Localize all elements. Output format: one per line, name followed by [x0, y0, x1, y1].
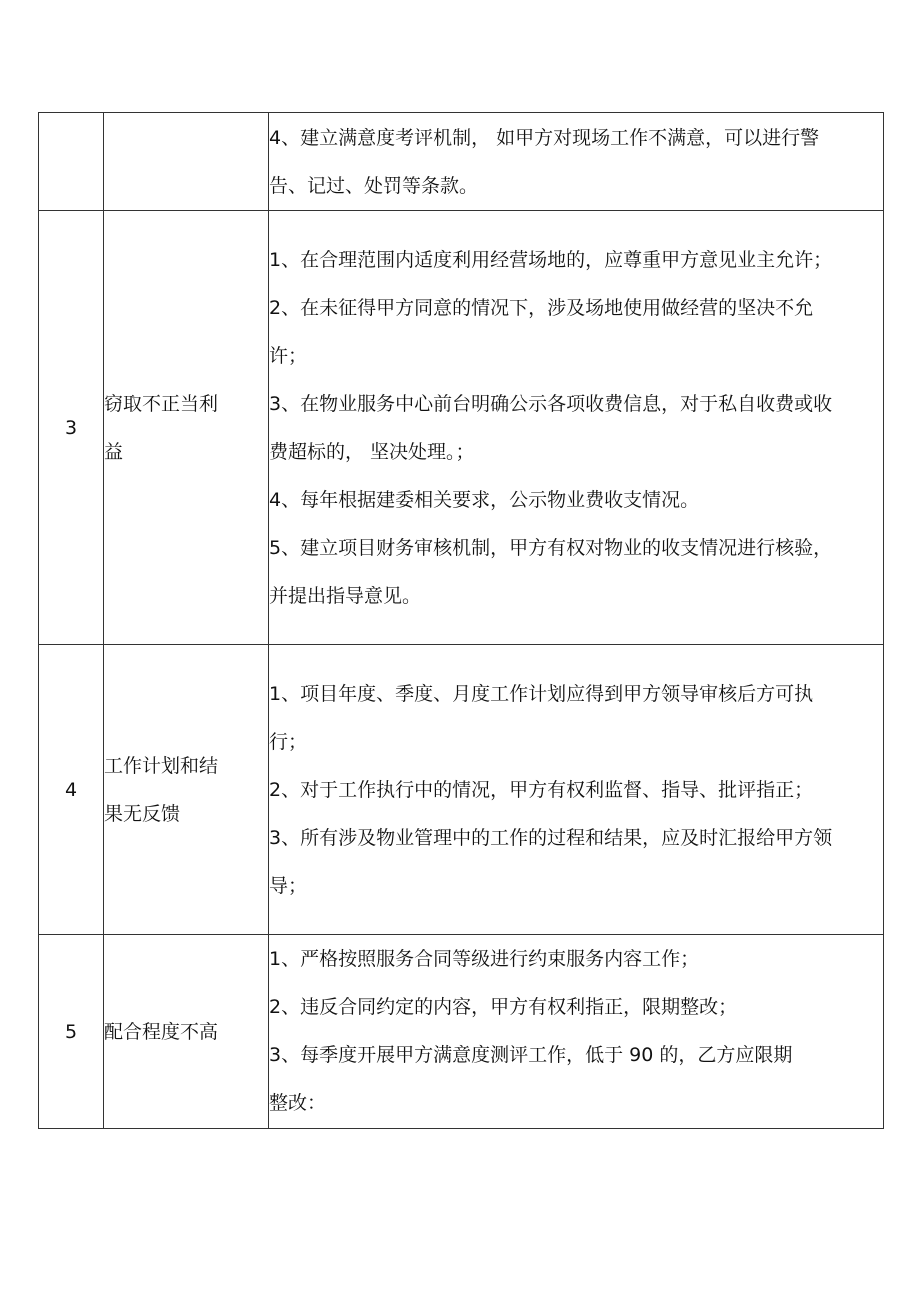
- detail-line: 行；: [269, 730, 308, 753]
- detail-line: 1、严格按照服务合同等级进行约束服务内容工作；: [269, 948, 700, 970]
- row-category: [104, 935, 269, 1129]
- detail-line: 3、每季度开展甲方满意度测评工作，低于 90 的，乙方应限期: [269, 1044, 793, 1066]
- detail-line: 并提出指导意见。: [269, 584, 422, 607]
- detail-line: 2、在未征得甲方同意的情况下，涉及场地使用做经营的坚决不允: [269, 296, 814, 319]
- detail-line: 导；: [269, 874, 308, 897]
- detail-line: 费超标的， 坚决处理。；: [269, 440, 475, 463]
- detail-line: 1、在合理范围内适度利用经营场地的，应尊重甲方意见业主允许；: [269, 248, 833, 271]
- category-text: 工作计划和结果无反馈: [104, 754, 219, 825]
- category-text: 配合程度不高: [104, 1020, 219, 1043]
- detail-line: 3、在物业服务中心前台明确公示各项收费信息，对于私自收费或收: [269, 392, 833, 415]
- detail-line: 4、建立满意度考评机制， 如甲方对现场工作不满意，可以进行警: [269, 126, 820, 149]
- row-number: 4: [39, 645, 104, 935]
- row-category: [104, 113, 269, 211]
- table-row: [39, 935, 884, 1129]
- table-row: [39, 113, 884, 211]
- row-details: [269, 935, 884, 1129]
- responsibility-table: [38, 112, 884, 1129]
- table-row: [39, 645, 884, 935]
- detail-line: 告、记过、处罚等条款。: [269, 174, 479, 197]
- detail-line: 2、违反合同约定的内容，甲方有权利指正，限期整改；: [269, 996, 738, 1018]
- row-category: [104, 211, 269, 645]
- category-text: 窃取不正当利益: [104, 392, 219, 463]
- row-number: [39, 113, 104, 211]
- detail-line: 2、对于工作执行中的情况，甲方有权利监督、指导、批评指正；: [269, 778, 814, 801]
- row-category: [104, 645, 269, 935]
- row-details: [269, 645, 884, 935]
- row-number: 5: [39, 935, 104, 1129]
- detail-line: 3、所有涉及物业管理中的工作的过程和结果，应及时汇报给甲方领: [269, 826, 833, 849]
- row-details: [269, 113, 884, 211]
- row-number: 3: [39, 211, 104, 645]
- detail-line: 4、每年根据建委相关要求，公示物业费收支情况。: [269, 488, 700, 511]
- table-row: [39, 211, 884, 645]
- detail-line: 许；: [269, 344, 308, 367]
- row-details: [269, 211, 884, 645]
- detail-line: 5、建立项目财务审核机制，甲方有权对物业的收支情况进行核验，: [269, 536, 833, 559]
- detail-line: 1、项目年度、季度、月度工作计划应得到甲方领导审核后方可执: [269, 682, 814, 705]
- detail-line: 整改：: [269, 1092, 327, 1114]
